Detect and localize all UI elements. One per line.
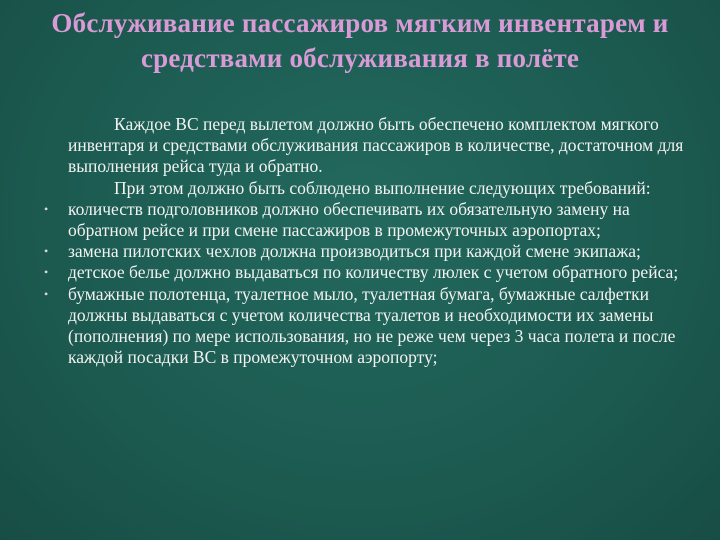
slide-title: Обслуживание пассажиров мягким инвентарем и средствами обслуживания в полёте [51, 8, 669, 73]
bullet-text: замена пилотских чехлов должна производиться при каждой смене экипажа; [68, 241, 641, 262]
bullet-item-baby-linen [44, 262, 696, 283]
bullet-icon: • [44, 286, 49, 301]
bullet-text: количеств подголовников должно обеспечивать их обязательную замену на обратном рейсе и при смене пассажиров в промежуточных аэропортах; [68, 198, 630, 241]
bullet-icon: • [44, 201, 49, 216]
bullet-item-pilot-covers [44, 241, 696, 262]
bullet-item-headrests [44, 199, 696, 241]
bullet-icon: • [44, 265, 49, 280]
intro-paragraph-2: При этом должно быть соблюдено выполнение следующих требований: [114, 177, 651, 198]
bullet-text: детское белье должно выдаваться по количеству люлек с учетом обратного рейса; [68, 262, 679, 283]
bullet-text: бумажные полотенца, туалетное мыло, туалетная бумага, бумажные салфетки должны выдаваться с учетом количества туалетов и необходимости их замены (пополнения) по мере использования, но не реже чем через 3 часа полета и после каждой посадки ВС в промежуточном аэропорту; [68, 283, 676, 368]
bullet-icon: • [44, 244, 49, 259]
intro-paragraph-1: Каждое ВС перед вылетом должно быть обеспечено комплектом мягкого инвентаря и средствами обслуживания пассажиров в количестве, достаточном для выполнения рейса туда и обратно. [68, 114, 684, 177]
bullet-item-paper-supplies [44, 284, 696, 369]
slide-body [44, 114, 696, 368]
